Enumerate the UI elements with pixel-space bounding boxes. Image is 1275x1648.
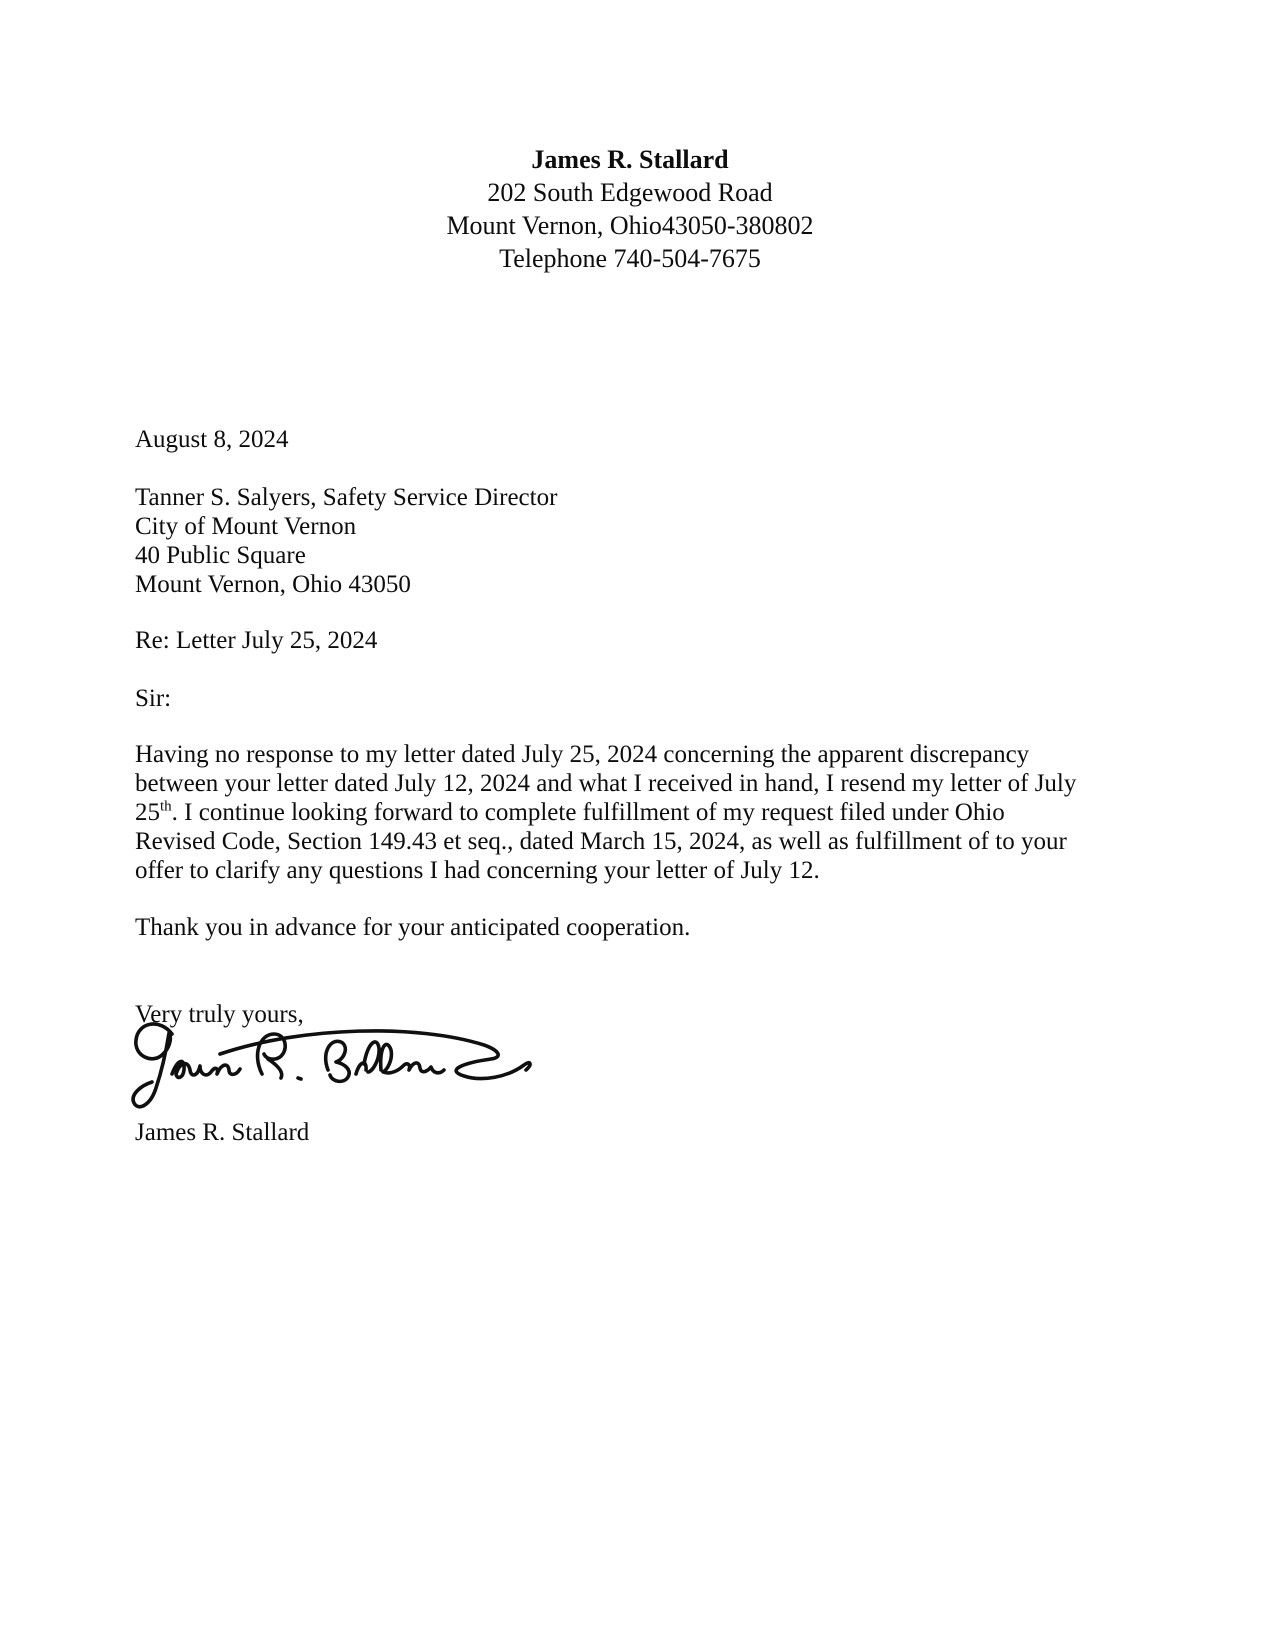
recipient-name-title: Tanner S. Salyers, Safety Service Director [135, 484, 558, 511]
letterhead-phone: Telephone 740-504-7675 [499, 244, 761, 273]
body-paragraph-1-text-a: Having no response to my letter dated July 25, 2024 concerning the apparent discrepancy between your letter dated July 12, 2024 and what I received in hand, I resend my letter of July 25 [135, 741, 1077, 826]
body-paragraph-1-text-b: . I continue looking forward to complete fulfillment of my request filed under Ohio Revised Code, Section 149.43 et seq., dated March 15, 2024, as well as fulfillment of to your offer to clarify any questions I had concerning your letter of July 12. [135, 799, 1067, 884]
handwritten-signature-image [128, 1012, 538, 1120]
salutation: Sir: [135, 685, 172, 712]
body-paragraph-1 [135, 740, 1087, 885]
typed-signature-name: James R. Stallard [135, 1119, 310, 1146]
letterhead-address-line1: 202 South Edgewood Road [487, 178, 773, 207]
letterhead-address-line2: Mount Vernon, Ohio43050-380802 [446, 211, 814, 240]
recipient-city-state-zip: Mount Vernon, Ohio 43050 [135, 571, 411, 598]
letterhead-name: James R. Stallard [531, 145, 729, 174]
recipient-street: 40 Public Square [135, 542, 306, 569]
ordinal-superscript: th [160, 798, 172, 815]
letterhead [0, 143, 1260, 275]
subject-line: Re: Letter July 25, 2024 [135, 627, 378, 654]
body-paragraph-2: Thank you in advance for your anticipated cooperation. [135, 914, 691, 941]
date-line: August 8, 2024 [135, 426, 289, 453]
recipient-organization: City of Mount Vernon [135, 513, 357, 540]
recipient-address-block [135, 483, 557, 599]
valediction: Very truly yours, [135, 1001, 304, 1028]
